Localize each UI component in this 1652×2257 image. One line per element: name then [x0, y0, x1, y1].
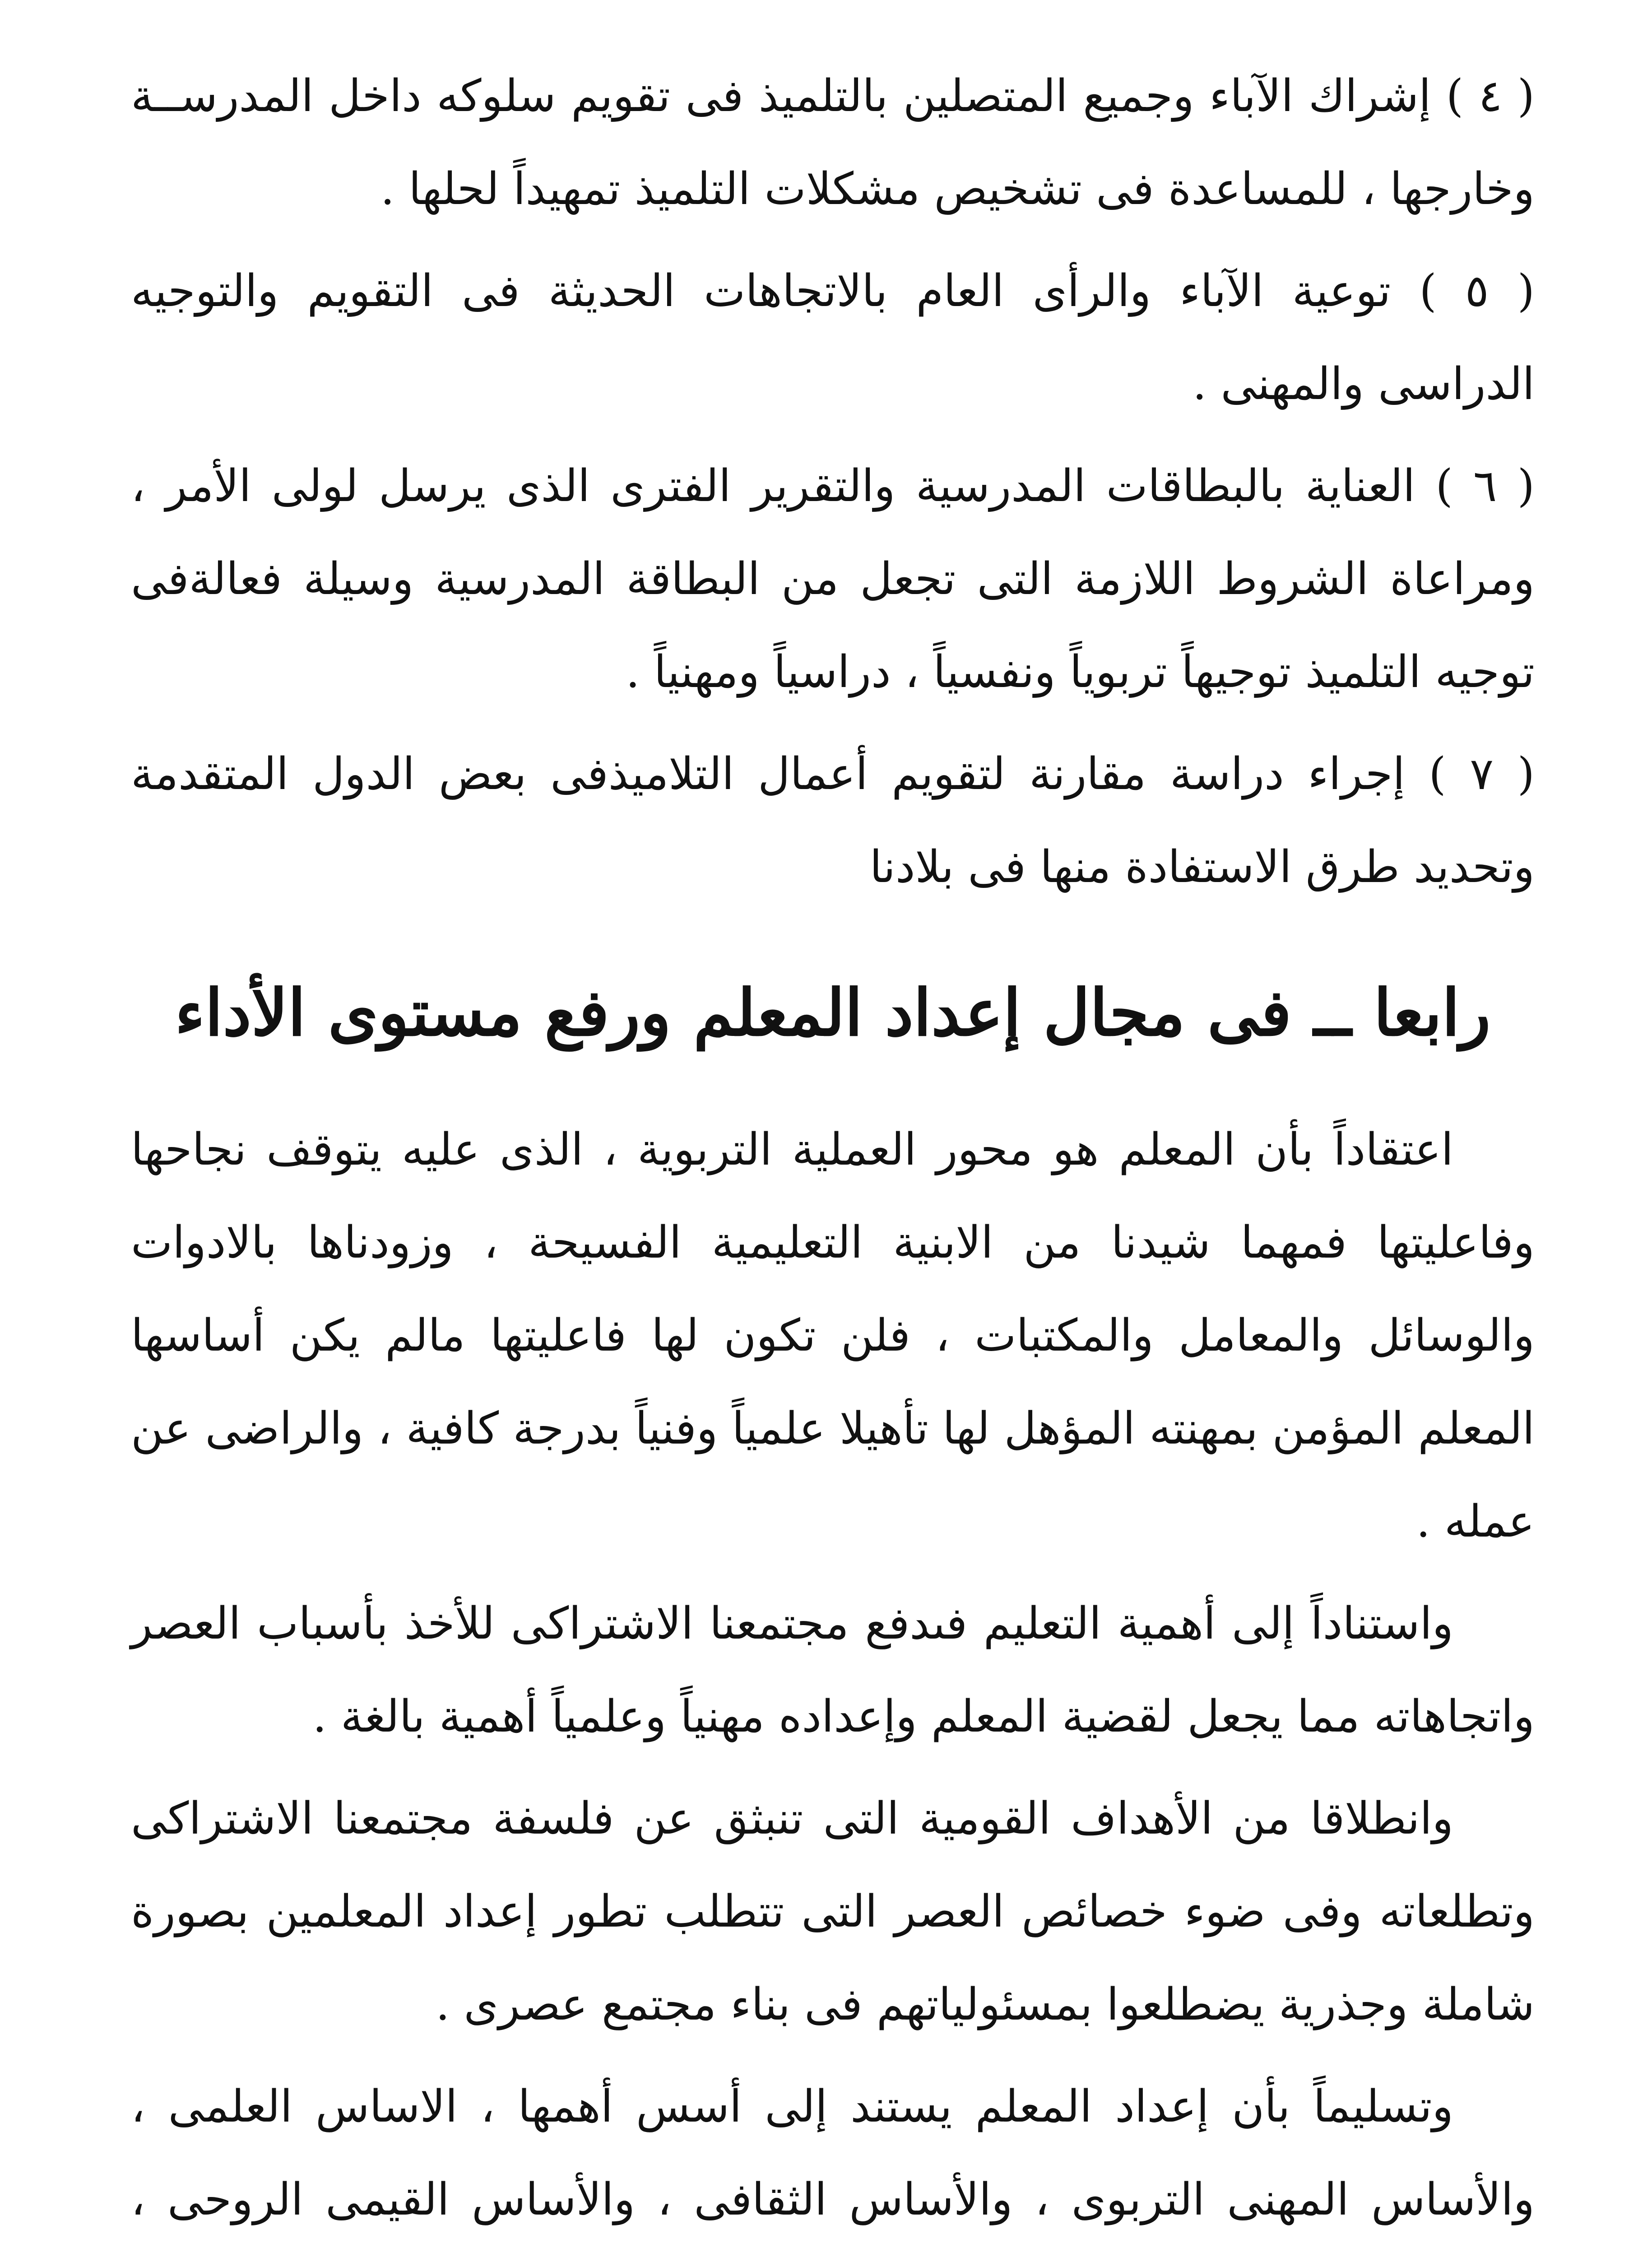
- list-item-7: ( ٧ ) إجراء دراسة مقارنة لتقويم أعمال التلاميذفى بعض الدول المتقدمة وتحديد طرق الاستفادة منها فى بلادنا: [131, 748, 1535, 893]
- list-item-5: ( ٥ ) توعية الآباء والرأى العام بالاتجاهات الحديثة فى التقويم والتوجيه الدراسى والمهنى .: [131, 265, 1535, 410]
- paragraph-4: وتسليماً بأن إعداد المعلم يستند إلى أسس أهمها ، الاساس العلمى ، والأساس المهنى التربوى ، والأساس الثقافى ، والأساس القيمى الروحى ،: [131, 2081, 1535, 2225]
- section-heading: رابعا ــ فى مجال إعداد المعلم ورفع مستوى الأداء: [175, 975, 1491, 1050]
- paragraph-1: اعتقاداً بأن المعلم هو محور العملية التربوية ، الذى عليه يتوقف نجاحها وفاعليتها فمهما شيدنا من الابنية التعليمية الفسيحة ، وزودناها بالادوات والوسائل والمعامل والمكتبات ، فلن تكون لها فاعليتها مالم يكن أساسها المعلم المؤمن بمهنته المؤهل لها تأهيلا علمياً وفنياً بدرجة كافية ، والراضى عن عمله .: [131, 1124, 1535, 1547]
- list-item-4: ( ٤ ) إشراك الآباء وجميع المتصلين بالتلميذ فى تقويم سلوكه داخل المدرســة وخارجها ، للمساعدة فى تشخيص مشكلات التلميذ تمهيداً لحلها .: [131, 70, 1535, 215]
- list-item-6: ( ٦ ) العناية بالبطاقات المدرسية والتقرير الفترى الذى يرسل لولى الأمر ، ومراعاة الشروط اللازمة التى تجعل من البطاقة المدرسية وسيلة فعالةفى توجيه التلميذ توجيهاً تربوياً ونفسياً ، دراسياً ومهنياً .: [131, 460, 1535, 698]
- paragraph-3: وانطلاقا من الأهداف القومية التى تنبثق عن فلسفة مجتمعنا الاشتراكى وتطلعاته وفى ضوء خصائص العصر التى تتطلب تطور إعداد المعلمين بصورة شاملة وجذرية يضطلعوا بمسئولياتهم فى بناء مجتمع عصرى .: [131, 1793, 1535, 2030]
- paragraph-2: واستناداً إلى أهمية التعليم فىدفع مجتمعنا الاشتراكى للأخذ بأسباب العصر واتجاهاته مما يجعل لقضية المعلم وإعداده مهنياً وعلمياً أهمية بالغة .: [131, 1598, 1535, 1742]
- document-page: [131, 50, 1535, 2257]
